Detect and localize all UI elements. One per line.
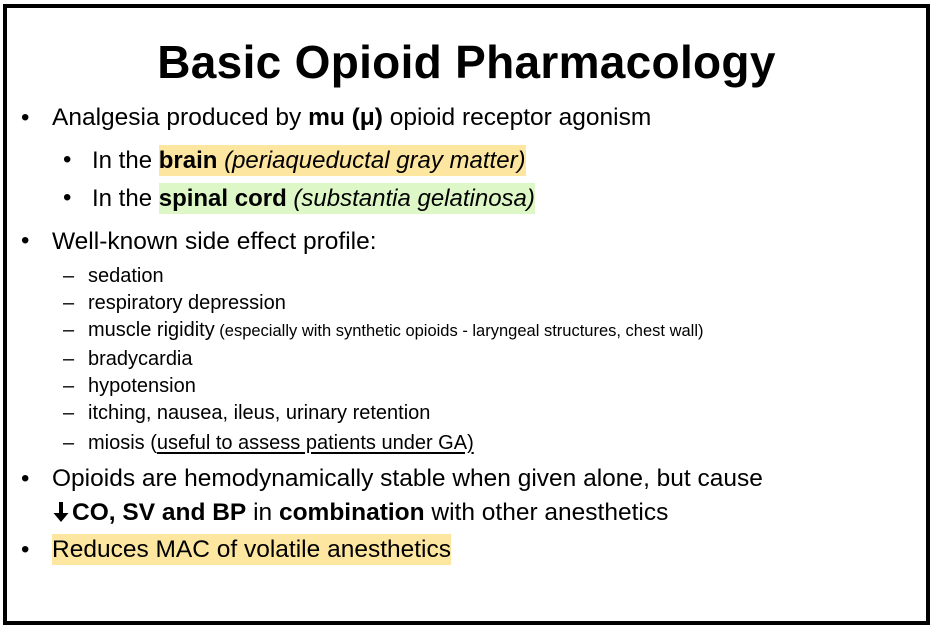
dash-icon: – (63, 265, 75, 287)
other-anesthetics-text: with other anesthetics (424, 499, 669, 526)
combination-text: combination (278, 499, 425, 526)
dash-icon: – (63, 348, 75, 370)
side-effect-sedation: sedation (88, 265, 164, 287)
bullet-mac (52, 535, 451, 565)
slide (3, 4, 930, 625)
dash-icon: – (63, 375, 75, 397)
periaqueductal-text: (periaqueductal gray matter) (217, 147, 526, 174)
mac-highlight-text: Reduces MAC of volatile anesthetics (52, 536, 451, 563)
side-effect-bradycardia: bradycardia (88, 348, 193, 370)
dash-icon: – (63, 292, 75, 314)
down-arrow-icon (52, 501, 70, 523)
dash-icon: – (63, 319, 75, 341)
side-effect-miosis (88, 431, 474, 455)
side-effect-muscle-rigidity (88, 318, 703, 343)
bullet-icon: • (21, 536, 30, 563)
miosis-underlined-text: useful to assess patients under GA) (156, 432, 474, 454)
miosis-text: miosis ( (88, 432, 157, 454)
mu-receptor-text: mu (μ) (308, 104, 383, 131)
slide-title: Basic Opioid Pharmacology (157, 36, 776, 88)
bullet-hemodynamics-line2 (52, 498, 668, 528)
brain-highlight (159, 145, 526, 176)
sub-bullet-spinal-cord (92, 184, 535, 214)
in-text: in (246, 499, 279, 526)
co-sv-bp-text: CO, SV and BP (72, 499, 247, 526)
bullet-side-effects: Well-known side effect profile: (52, 228, 377, 255)
muscle-rigidity-note: (especially with synthetic opioids - laryngeal structures, chest wall) (214, 322, 704, 340)
sub-bullet-brain (92, 146, 526, 176)
bullet-analgesia (52, 103, 651, 133)
spinal-cord-text: spinal cord (158, 185, 287, 212)
bullet-icon: • (21, 465, 30, 492)
side-effect-respiratory: respiratory depression (88, 292, 286, 314)
bullet-icon: • (63, 184, 72, 211)
analgesia-text: Analgesia produced by (52, 104, 309, 131)
in-the-text: In the (92, 147, 159, 174)
dash-icon: – (63, 432, 75, 454)
bullet-hemodynamics-line1: Opioids are hemodynamically stable when given alone, but cause (52, 465, 763, 492)
side-effect-hypotension: hypotension (88, 375, 196, 397)
spinal-cord-highlight (159, 183, 535, 214)
bullet-icon: • (21, 104, 30, 131)
brain-text: brain (158, 147, 218, 174)
bullet-icon: • (63, 146, 72, 173)
muscle-rigidity-text: muscle rigidity (88, 319, 215, 341)
agonism-text: opioid receptor agonism (382, 104, 652, 131)
substantia-text: (substantia gelatinosa) (286, 185, 535, 212)
side-effect-itching: itching, nausea, ileus, urinary retention (88, 402, 431, 424)
dash-icon: – (63, 402, 75, 424)
bullet-icon: • (21, 227, 30, 254)
in-the-text: In the (92, 185, 159, 212)
